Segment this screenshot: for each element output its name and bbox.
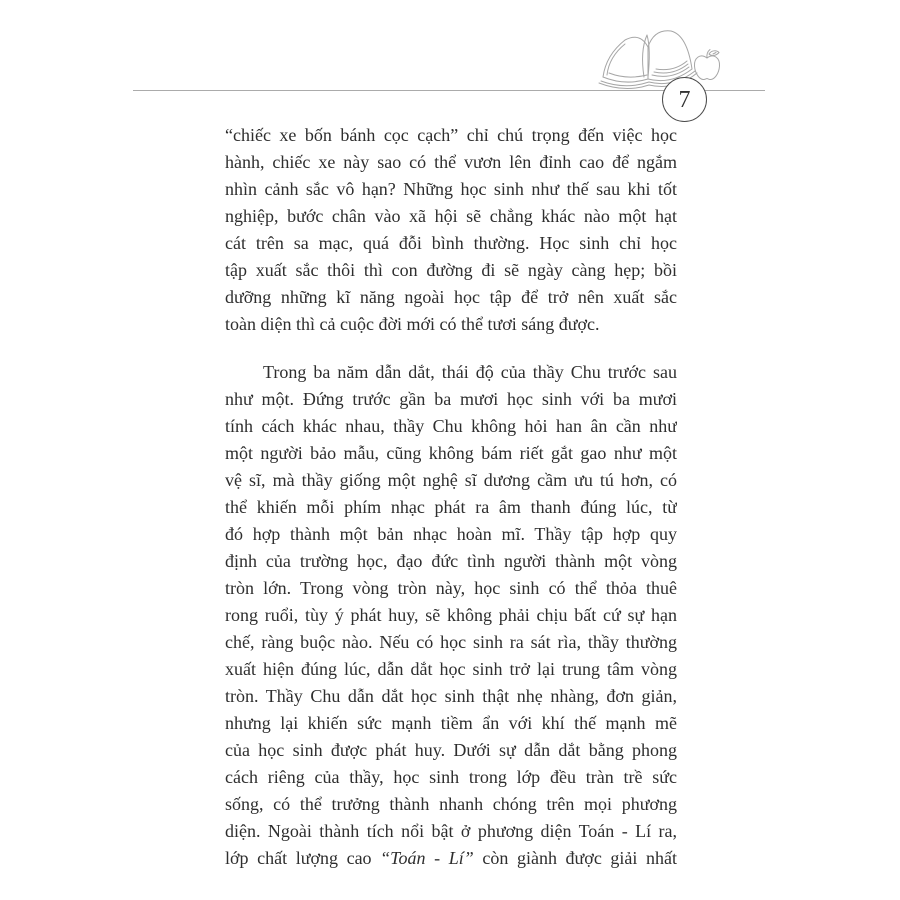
text-line: vệ sĩ, mà thầy giống một nghệ sĩ dương cầm ưu tú hơn, có xyxy=(225,470,677,490)
text-line: tính cách khác nhau, thầy Chu không hỏi han ân cần như xyxy=(225,416,677,436)
text-segment-italic: “Toán - Lí” xyxy=(380,848,474,868)
text-line: Trong ba năm dẫn dắt, thái độ của thầy Chu trước sau xyxy=(263,362,677,382)
text-line: toàn diện thì cả cuộc đời mới có thể tươi sáng được. xyxy=(225,314,600,334)
paragraph-2 xyxy=(225,359,677,872)
apple-icon xyxy=(691,47,723,83)
text-line: chế, ràng buộc nào. Nếu có học sinh ra sát rìa, thầy thường xyxy=(225,632,677,652)
page-number-badge xyxy=(662,77,707,122)
text-line: như một. Đứng trước gần ba mươi học sinh với ba mươi xyxy=(225,389,677,409)
text-line: dưỡng những kĩ năng ngoài học tập để trở nên xuất sắc xyxy=(225,287,677,307)
text-line: nghiệp, bước chân vào xã hội sẽ chẳng khác nào một hạt xyxy=(225,206,677,226)
paragraph-1 xyxy=(225,122,677,338)
text-line: đó hợp thành một bản nhạc hoàn mĩ. Thầy tập hợp quy xyxy=(225,524,677,544)
text-line: diện. Ngoài thành tích nổi bật ở phương diện Toán - Lí ra, xyxy=(225,821,677,841)
text-line: tròn. Thầy Chu dẫn dắt học sinh thật nhẹ nhàng, đơn giản, xyxy=(225,686,677,706)
text-line: một người bảo mẫu, cũng không bám riết gắt gao như một xyxy=(225,443,677,463)
text-line xyxy=(225,845,677,872)
text-segment: lớp chất lượng cao xyxy=(225,848,381,868)
text-line: định của trường học, đạo đức tình người thành một vòng xyxy=(225,551,677,571)
text-line: tập xuất sắc thôi thì con đường đi sẽ ngày càng hẹp; bồi xyxy=(225,260,677,280)
text-line: tròn lớn. Trong vòng tròn này, học sinh có thể thỏa thuê xyxy=(225,578,677,598)
text-line: nhưng lại khiến sức mạnh tiềm ẩn với khí thế mạnh mẽ xyxy=(225,713,677,733)
page-number: 7 xyxy=(678,86,691,113)
text-line: sống, có thể trưởng thành nhanh chóng trên mọi phương xyxy=(225,794,677,814)
text-line: cát trên sa mạc, quá đỗi bình thường. Học sinh chỉ học xyxy=(225,233,677,253)
text-segment: còn giành được giải nhất xyxy=(473,848,677,868)
text-line: hành, chiếc xe này sao có thể vươn lên đỉnh cao để ngắm xyxy=(225,152,677,172)
text-line: rong ruổi, tùy ý phát huy, sẽ không phải chịu bất cứ sự hạn xyxy=(225,605,677,625)
text-line: của học sinh được phát huy. Dưới sự dẫn dắt bằng phong xyxy=(225,740,677,760)
text-line: xuất hiện đúng lúc, dẫn dắt học sinh trở lại trung tâm vòng xyxy=(225,659,677,679)
text-line: “chiếc xe bốn bánh cọc cạch” chỉ chú trọng đến việc học xyxy=(225,125,677,145)
text-line: thể khiến mỗi phím nhạc phát ra âm thanh đúng lúc, từ xyxy=(225,497,677,517)
body-text xyxy=(225,122,677,872)
text-line: nhìn cảnh sắc vô hạn? Những học sinh như thế sau khi tốt xyxy=(225,179,677,199)
text-line: cách riêng của thầy, học sinh trong lớp đều tràn trề sức xyxy=(225,767,677,787)
